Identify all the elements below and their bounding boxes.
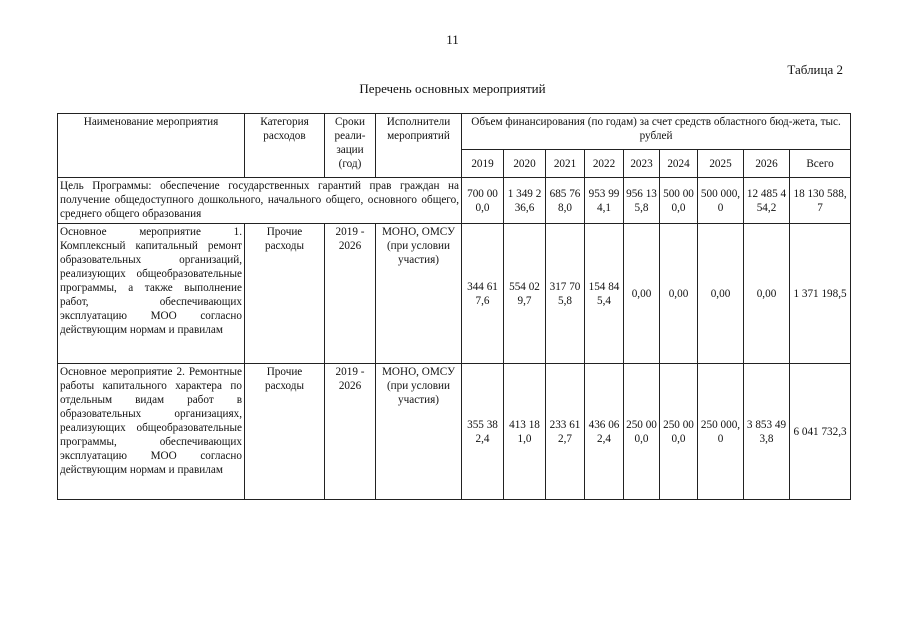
goal-text: Цель Программы: обеспечение государственных гарантий прав граждан на получение общедоступного дошкольного, начального общего, основного общего, среднего общего образования bbox=[58, 178, 462, 224]
goal-value: 700 000,0 bbox=[462, 178, 504, 224]
activity-total: 1 371 198,5 bbox=[790, 224, 851, 364]
header-executors: Исполнители мероприятий bbox=[376, 114, 462, 178]
page-number: 11 bbox=[446, 32, 459, 47]
goal-value: 953 994,1 bbox=[585, 178, 624, 224]
table-row bbox=[58, 364, 851, 500]
year-header: 2023 bbox=[624, 150, 660, 178]
activity-total: 6 041 732,3 bbox=[790, 364, 851, 500]
activity-value: 317 705,8 bbox=[546, 224, 585, 364]
header-financing: Объем финансирования (по годам) за счет средств областного бюд-жета, тыс. рублей bbox=[462, 114, 851, 150]
header-name: Наименование мероприятия bbox=[58, 114, 245, 178]
year-header: 2020 bbox=[504, 150, 546, 178]
goal-value: 12 485 454,2 bbox=[744, 178, 790, 224]
header-category: Категория расходов bbox=[245, 114, 325, 178]
year-header: 2026 bbox=[744, 150, 790, 178]
activity-value: 355 382,4 bbox=[462, 364, 504, 500]
year-header: 2022 bbox=[585, 150, 624, 178]
header-period: Сроки реали-зации (год) bbox=[325, 114, 376, 178]
goal-value: 685 768,0 bbox=[546, 178, 585, 224]
year-header: 2024 bbox=[660, 150, 698, 178]
activity-value: 0,00 bbox=[660, 224, 698, 364]
table-label: Таблица 2 bbox=[787, 62, 843, 77]
activity-value: 3 853 493,8 bbox=[744, 364, 790, 500]
table-row bbox=[58, 224, 851, 364]
activities-table bbox=[57, 113, 851, 500]
goal-value: 956 135,8 bbox=[624, 178, 660, 224]
year-header-total: Всего bbox=[790, 150, 851, 178]
activity-executors: МОНО, ОМСУ (при условии участия) bbox=[376, 224, 462, 364]
goal-total: 18 130 588,7 bbox=[790, 178, 851, 224]
activity-value: 250 000,0 bbox=[660, 364, 698, 500]
table-title: Перечень основных мероприятий bbox=[359, 81, 546, 96]
activity-value: 233 612,7 bbox=[546, 364, 585, 500]
activity-value: 436 062,4 bbox=[585, 364, 624, 500]
goal-value: 1 349 236,6 bbox=[504, 178, 546, 224]
year-header: 2019 bbox=[462, 150, 504, 178]
activity-category: Прочие расходы bbox=[245, 224, 325, 364]
goal-value: 500 000,0 bbox=[698, 178, 744, 224]
activity-value: 0,00 bbox=[624, 224, 660, 364]
activity-value: 154 845,4 bbox=[585, 224, 624, 364]
activity-value: 344 617,6 bbox=[462, 224, 504, 364]
activity-period: 2019 - 2026 bbox=[325, 364, 376, 500]
activity-period: 2019 - 2026 bbox=[325, 224, 376, 364]
activity-value: 554 029,7 bbox=[504, 224, 546, 364]
activity-value: 0,00 bbox=[698, 224, 744, 364]
activity-name: Основное мероприятие 1. Комплексный капитальный ремонт образовательных организаций, реализующих общеобразовательные программы, а также выполнение работ, обеспечивающих эксплуатацию МОО согласно действующим нормам и правилам bbox=[58, 224, 245, 364]
activity-value: 250 000,0 bbox=[624, 364, 660, 500]
goal-row bbox=[58, 178, 851, 224]
goal-value: 500 000,0 bbox=[660, 178, 698, 224]
activity-value: 413 181,0 bbox=[504, 364, 546, 500]
year-header: 2025 bbox=[698, 150, 744, 178]
activity-value: 0,00 bbox=[744, 224, 790, 364]
activity-value: 250 000,0 bbox=[698, 364, 744, 500]
activity-category: Прочие расходы bbox=[245, 364, 325, 500]
activity-executors: МОНО, ОМСУ (при условии участия) bbox=[376, 364, 462, 500]
year-header: 2021 bbox=[546, 150, 585, 178]
activity-name: Основное мероприятие 2. Ремонтные работы капитального характера по отдельным видам работ в образовательных организациях, реализующих общеобразовательные программы, обеспечивающих эксплуатацию МОО согласно действующим нормам и правилам bbox=[58, 364, 245, 500]
